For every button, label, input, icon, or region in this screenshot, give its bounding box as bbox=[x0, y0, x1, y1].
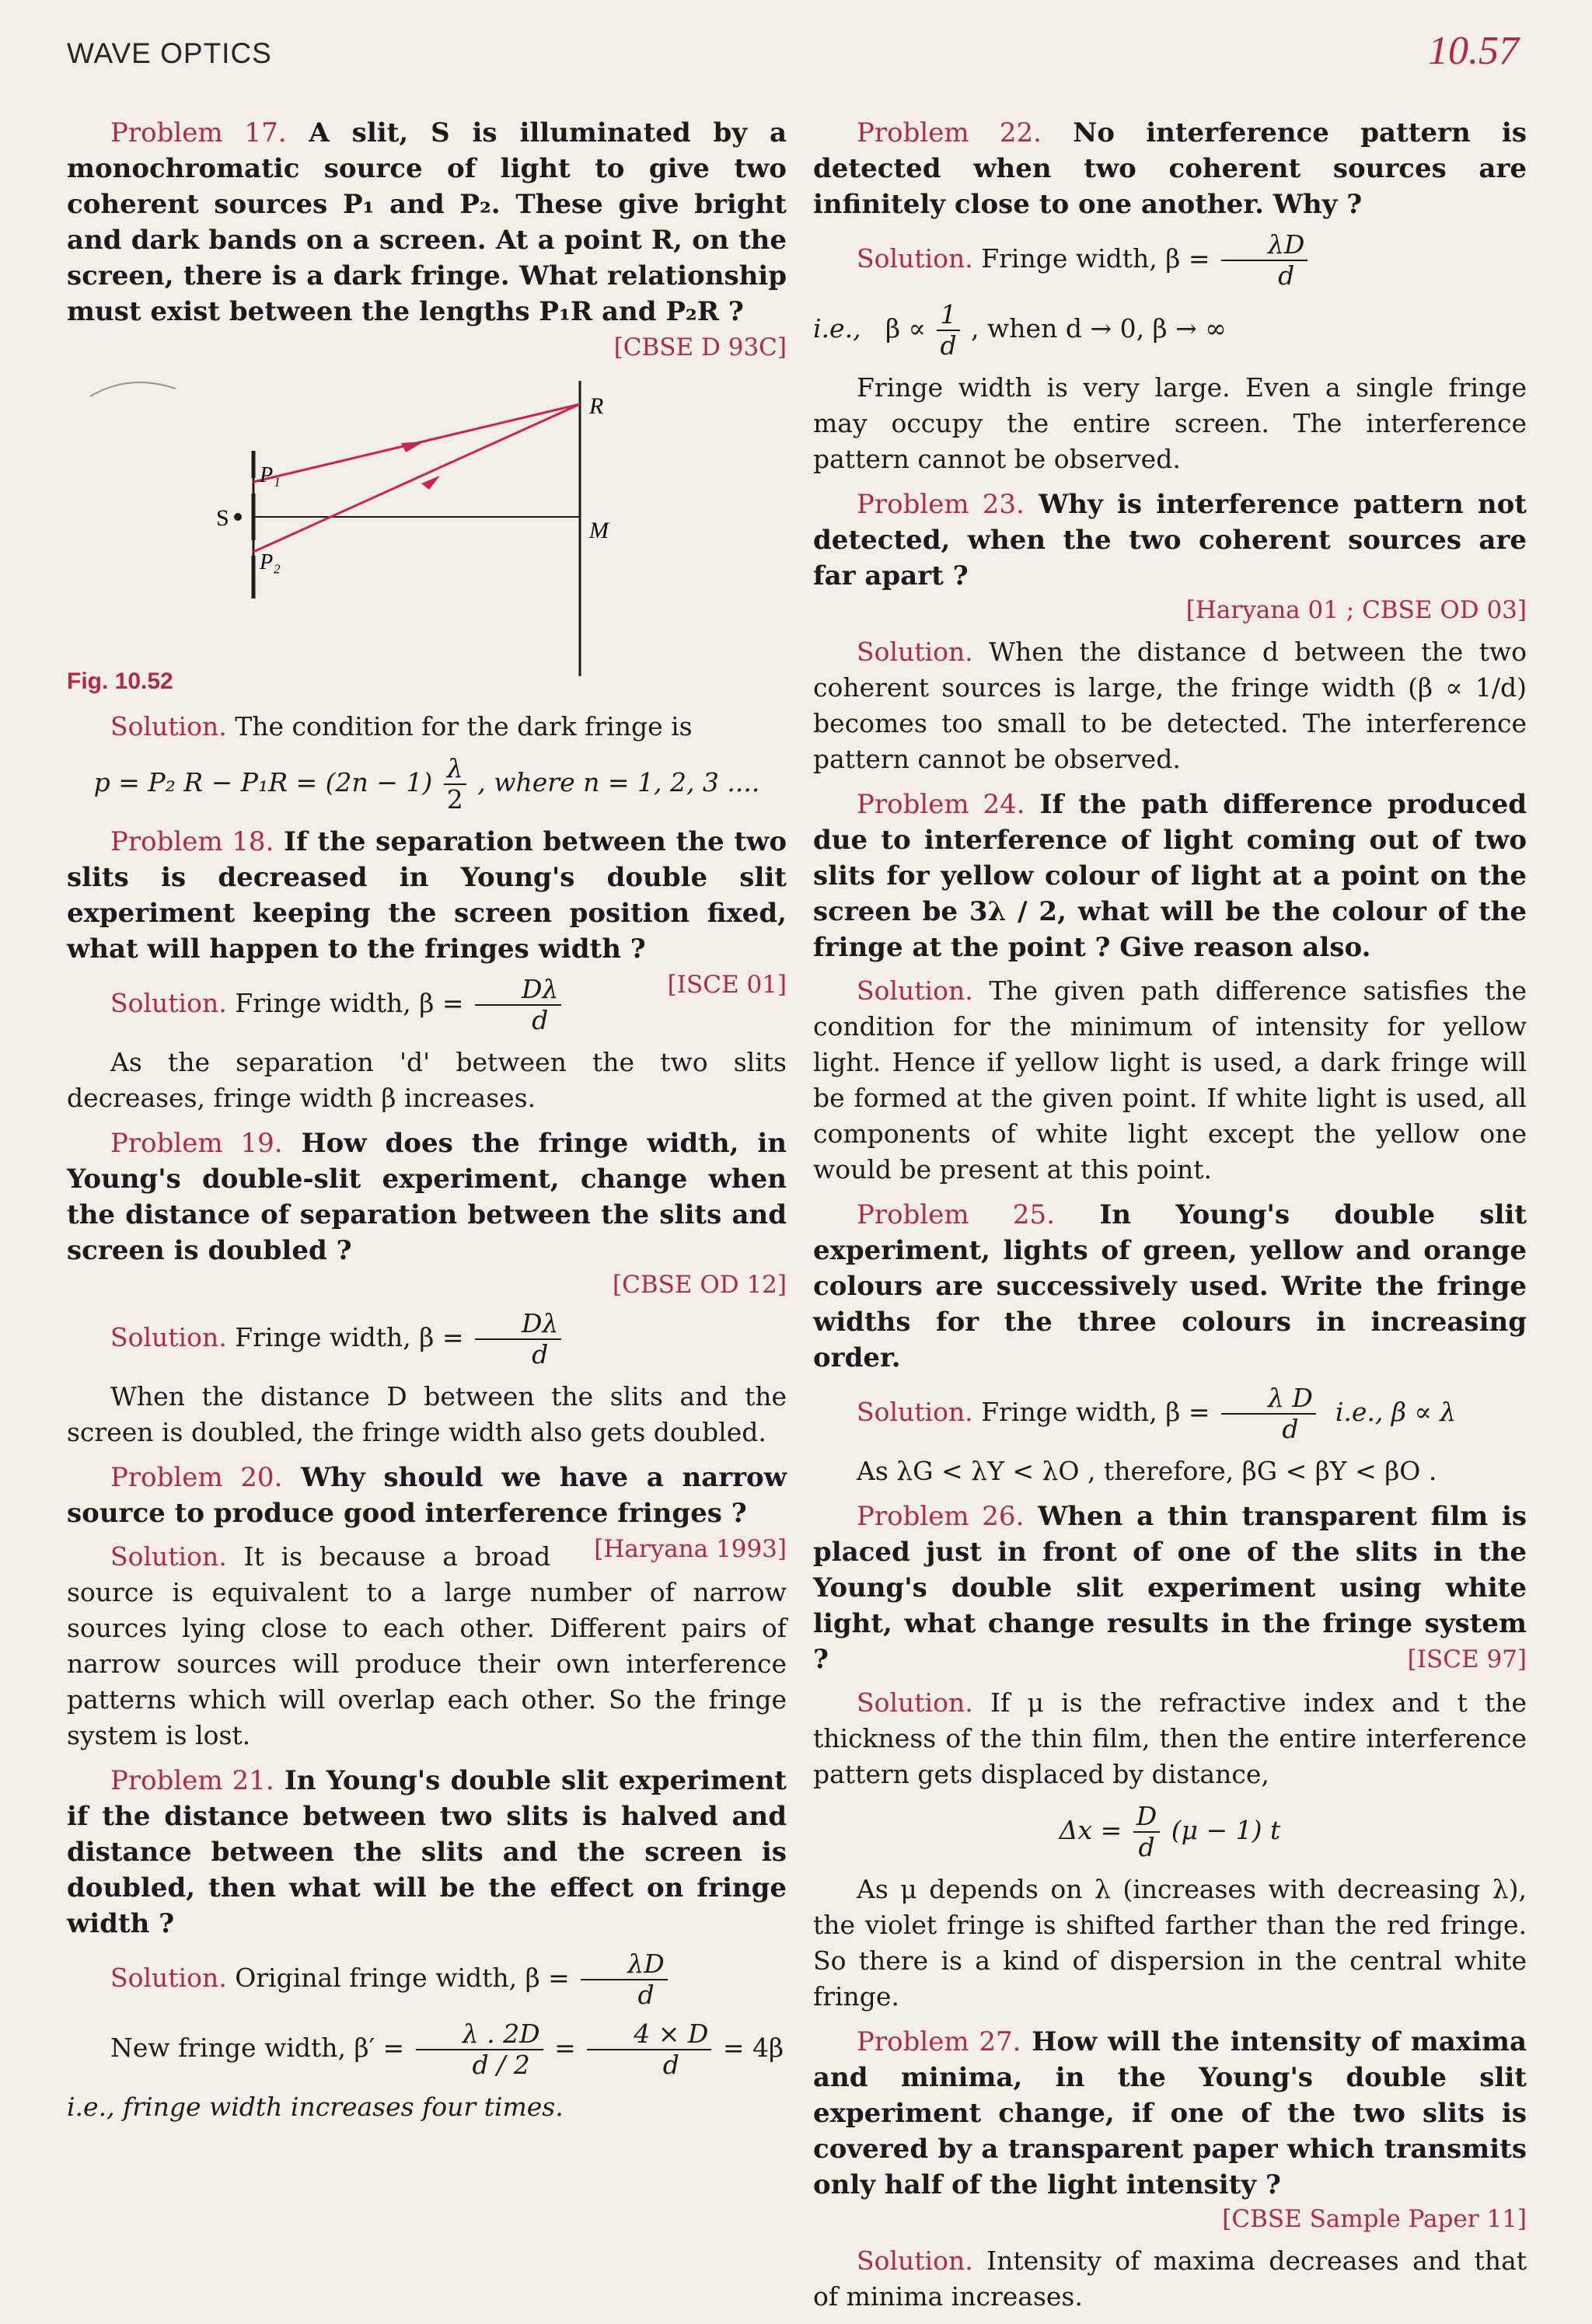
solution-18-text: Fringe width, β = bbox=[235, 988, 464, 1018]
frac-den: d bbox=[662, 2050, 679, 2080]
problem-23-text: Why is interference pattern not detected, when the two coherent sources are far apart ? bbox=[813, 489, 1527, 591]
figure-caption: Fig. 10.52 bbox=[67, 668, 173, 694]
problem-21-text: In Young's double slit experiment if the distance between two slits is halved and distance between the slits and the screen is doubled, then what will be the effect on fringe width ? bbox=[67, 1765, 787, 1939]
problem-22-text: No interference pattern is detected when two coherent sources are infinitely close to one another. Why ? bbox=[813, 117, 1527, 220]
frac-num: Dλ bbox=[475, 975, 561, 1006]
problem-20-text: Why should we have a narrow source to produce good interference fringes ? bbox=[67, 1462, 787, 1529]
formula-17-rhs: , where n = 1, 2, 3 .... bbox=[477, 767, 760, 797]
problem-27-tag: Problem 27. bbox=[857, 2026, 1021, 2057]
solution-25 bbox=[813, 1384, 1527, 1444]
problem-20-tag: Problem 20. bbox=[110, 1462, 283, 1493]
solution-24-tag: Solution. bbox=[857, 975, 973, 1006]
label-p2: P₂ bbox=[260, 550, 281, 574]
fraction-new-1 bbox=[416, 2019, 543, 2080]
problem-26-tag: Problem 26. bbox=[857, 1501, 1025, 1532]
solution-19-conclusion: When the distance D between the slits and the screen is doubled, the fringe width also gets doubled. bbox=[67, 1381, 787, 1447]
problem-25-tag: Problem 25. bbox=[857, 1199, 1055, 1230]
problem-23-source: [Haryana 01 ; CBSE OD 03] bbox=[1185, 596, 1527, 624]
frac-num: λ bbox=[444, 754, 466, 785]
problem-23 bbox=[813, 487, 1527, 626]
problem-26 bbox=[813, 1499, 1527, 1677]
source-dot bbox=[234, 513, 242, 521]
frac-num: λ D bbox=[1221, 1384, 1316, 1415]
solution-21-text: Original fringe width, β = bbox=[235, 1963, 570, 1993]
new-fringe-label: New fringe width, β′ = bbox=[110, 2033, 405, 2063]
formula-17-lhs: p = P₂ R − P₁R = (2n − 1) bbox=[93, 767, 433, 797]
problem-22-tag: Problem 22. bbox=[857, 117, 1042, 148]
problem-19-text: How does the fringe width, in Young's double-slit experiment, change when the distance of separation between the slits and screen is doubled ? bbox=[67, 1128, 787, 1266]
solution-17-tag: Solution. bbox=[110, 711, 227, 742]
solution-20-text: It is because a broad source is equivalent to a large number of narrow sources lying close to each other. Different pairs of narrow sources will produce their own interference patterns which will overlap each other. So the fringe system is lost. bbox=[67, 1541, 787, 1750]
frac-den: 2 bbox=[446, 784, 463, 815]
solution-26-conclusion: As μ depends on λ (increases with decreasing λ), the violet fringe is shifted farther than the red fringe. So there is a kind of dispersion in the central white fringe. bbox=[813, 1874, 1527, 2012]
problem-27 bbox=[813, 2024, 1527, 2235]
solution-24-text: The given path difference satisfies the condition for the minimum of intensity for yellow light. Hence if yellow light is used, a dark fringe will be formed at the given point. If white light is used, all components of white light except the yellow one would be present at this point. bbox=[813, 975, 1527, 1185]
frac-num: Dλ bbox=[475, 1309, 561, 1340]
problem-21-tag: Problem 21. bbox=[110, 1765, 274, 1796]
solution-19-tag: Solution. bbox=[110, 1322, 227, 1352]
solution-25-text: Fringe width, β = bbox=[981, 1397, 1210, 1427]
ie-label: i.e., bbox=[813, 313, 861, 344]
solution-27-text: Intensity of maxima decreases and that of minima increases. bbox=[813, 2245, 1527, 2312]
formula-26-rhs: (μ − 1) t bbox=[1171, 1815, 1281, 1845]
label-r: R bbox=[589, 393, 604, 419]
solution-19-text: Fringe width, β = bbox=[235, 1322, 464, 1352]
fraction-d-lambda bbox=[475, 975, 561, 1035]
label-m: M bbox=[589, 518, 609, 543]
label-p1: P₁ bbox=[260, 463, 281, 487]
frac-num: 1 bbox=[937, 300, 959, 331]
problem-27-source: [CBSE Sample Paper 11] bbox=[1222, 2205, 1527, 2233]
problem-26-source: [ISCE 97] bbox=[1407, 1645, 1527, 1673]
solution-21-tag: Solution. bbox=[110, 1963, 227, 1993]
solution-17 bbox=[67, 709, 787, 745]
solution-22-text: Fringe width, β = bbox=[981, 243, 1210, 274]
displacement-formula bbox=[813, 1802, 1527, 1862]
new-fringe-width: New fringe width, β′ = $\frac{\lambda . 2D}{d / 2}$ = $\frac{4 \times D}{d}$ = 4β bbox=[110, 2019, 784, 2080]
problem-24-text: If the path difference produced due to interference of light coming out of two slits for yellow colour of light at a point on the screen be 3λ / 2, what will be the colour of the fringe at the point ? Give reason also. bbox=[813, 789, 1527, 963]
frac-den: d bbox=[1282, 1414, 1299, 1444]
frac-num: λD bbox=[1221, 230, 1307, 261]
chapter-title: WAVE OPTICS bbox=[67, 37, 272, 69]
frac-den: d bbox=[637, 1980, 655, 2010]
solution-22 bbox=[813, 230, 1527, 291]
solution-18-tag: Solution. bbox=[110, 988, 227, 1018]
fraction-lambda-2 bbox=[444, 754, 466, 815]
solution-18-conclusion: As the separation 'd' between the two slits decreases, fringe width β increases. bbox=[67, 1047, 787, 1113]
formula-26-lhs: Δx = bbox=[1059, 1815, 1122, 1845]
problem-21 bbox=[67, 1763, 787, 1942]
fraction-d-over-d bbox=[1133, 1802, 1160, 1862]
problem-20-source: [Haryana 1993] bbox=[594, 1535, 787, 1563]
page-number: 10.57 bbox=[1428, 29, 1519, 73]
fraction-lambda-d bbox=[581, 1949, 667, 2010]
solution-20-tag: Solution. bbox=[110, 1541, 227, 1572]
frac-num: 4 × D bbox=[587, 2019, 711, 2050]
left-column bbox=[67, 115, 787, 2134]
problem-24 bbox=[813, 787, 1527, 965]
solution-23 bbox=[813, 634, 1527, 777]
fringe-order: As λG < λY < λO , therefore, βG < βY < βO . bbox=[857, 1456, 1437, 1486]
frac-den: d bbox=[532, 1339, 549, 1370]
label-s: S bbox=[216, 505, 229, 531]
figure-10-52 bbox=[67, 337, 787, 664]
problem-23-tag: Problem 23. bbox=[857, 489, 1025, 520]
double-slit-diagram bbox=[67, 365, 787, 692]
problem-26-text: When a thin transparent film is placed just in front of one of the slits in the Young's double slit experiment using white light, what change results in the fringe system ? bbox=[813, 1501, 1527, 1675]
problem-18-tag: Problem 18. bbox=[110, 826, 274, 857]
frac-num: λ . 2D bbox=[416, 2019, 543, 2050]
solution-23-tag: Solution. bbox=[857, 637, 973, 667]
solution-21 bbox=[67, 1949, 787, 2010]
problem-25 bbox=[813, 1197, 1527, 1376]
solution-24 bbox=[813, 973, 1527, 1188]
frac-den: d / 2 bbox=[472, 2050, 530, 2080]
solution-22-tag: Solution. bbox=[857, 243, 973, 274]
solution-25-tag: Solution. bbox=[857, 1397, 973, 1427]
problem-17 bbox=[67, 115, 787, 361]
problem-19 bbox=[67, 1125, 787, 1301]
new-fringe-result: = 4β bbox=[722, 2033, 784, 2063]
fraction-lambda-d bbox=[1221, 1384, 1316, 1444]
proportional-label: β ∝ bbox=[885, 313, 926, 344]
solution-26-tag: Solution. bbox=[857, 1687, 973, 1718]
fraction-lambda-d bbox=[1221, 230, 1307, 291]
frac-num: λD bbox=[581, 1949, 667, 1980]
problem-22 bbox=[813, 115, 1527, 222]
limit-text: , when d → 0, β → ∞ bbox=[971, 313, 1227, 344]
problem-19-source: [CBSE OD 12] bbox=[613, 1271, 787, 1299]
problem-17-source: [CBSE D 93C] bbox=[613, 333, 787, 361]
problem-19-tag: Problem 19. bbox=[110, 1128, 283, 1159]
formula-dark-fringe bbox=[67, 754, 787, 815]
arrow-head-1 bbox=[401, 441, 424, 452]
frac-den: d bbox=[1138, 1832, 1155, 1862]
solution-21-conclusion: i.e., fringe width increases four times. bbox=[67, 2092, 564, 2122]
frac-den: d bbox=[1278, 260, 1295, 291]
fraction-d-lambda bbox=[475, 1309, 561, 1370]
problem-18-text: If the separation between the two slits is decreased in Young's double slit experiment keeping the screen position fixed, what will happen to the fringes width ? bbox=[67, 826, 787, 965]
solution-19 bbox=[67, 1309, 787, 1370]
frac-den: d bbox=[532, 1005, 549, 1035]
problem-27-text: How will the intensity of maxima and minima, in the Young's double slit experiment change, if one of the two slits is covered by a transparent paper which transmits only half of the light intensity ? bbox=[813, 2026, 1527, 2200]
proportionality bbox=[813, 300, 1527, 361]
proportional-lambda: i.e., β ∝ λ bbox=[1335, 1397, 1457, 1427]
fraction-one-d bbox=[937, 300, 959, 361]
ray-p2-r bbox=[253, 404, 580, 552]
fraction-new-2 bbox=[587, 2019, 711, 2080]
solution-27 bbox=[813, 2243, 1527, 2315]
solution-26-text: If μ is the refractive index and t the thickness of the thin film, then the entire interference pattern gets displaced by distance, bbox=[813, 1687, 1527, 1789]
solution-23-text: When the distance d between the two coherent sources is large, the fringe width (β ∝ 1/d) becomes too small to be detected. The interference pattern cannot be observed. bbox=[813, 637, 1527, 774]
problem-25-text: In Young's double slit experiment, lights of green, yellow and orange colours are successively used. Write the fringe widths for the three colours in increasing order. bbox=[813, 1199, 1527, 1373]
problem-24-tag: Problem 24. bbox=[857, 789, 1025, 820]
right-column bbox=[813, 115, 1527, 2324]
arrow-head-2 bbox=[421, 476, 440, 490]
problem-17-text: A slit, S is illuminated by a monochromatic source of light to give two coherent sources P₁ and P₂. These give bright and dark bands on a screen. At a point R, on the screen, there is a dark fringe. What relationship must exist between the lengths P₁R and P₂R ? bbox=[67, 117, 787, 327]
frac-den: d bbox=[940, 330, 957, 361]
solution-20 bbox=[67, 1539, 787, 1753]
solution-26 bbox=[813, 1685, 1527, 1792]
solution-17-text: The condition for the dark fringe is bbox=[235, 711, 693, 742]
frac-num: D bbox=[1133, 1802, 1160, 1833]
problem-18-source: [ISCE 01] bbox=[667, 971, 787, 999]
solution-22-conclusion: Fringe width is very large. Even a single fringe may occupy the entire screen. The interference pattern cannot be observed. bbox=[813, 372, 1527, 474]
problem-17-tag: Problem 17. bbox=[110, 117, 287, 148]
solution-27-tag: Solution. bbox=[857, 2245, 973, 2276]
